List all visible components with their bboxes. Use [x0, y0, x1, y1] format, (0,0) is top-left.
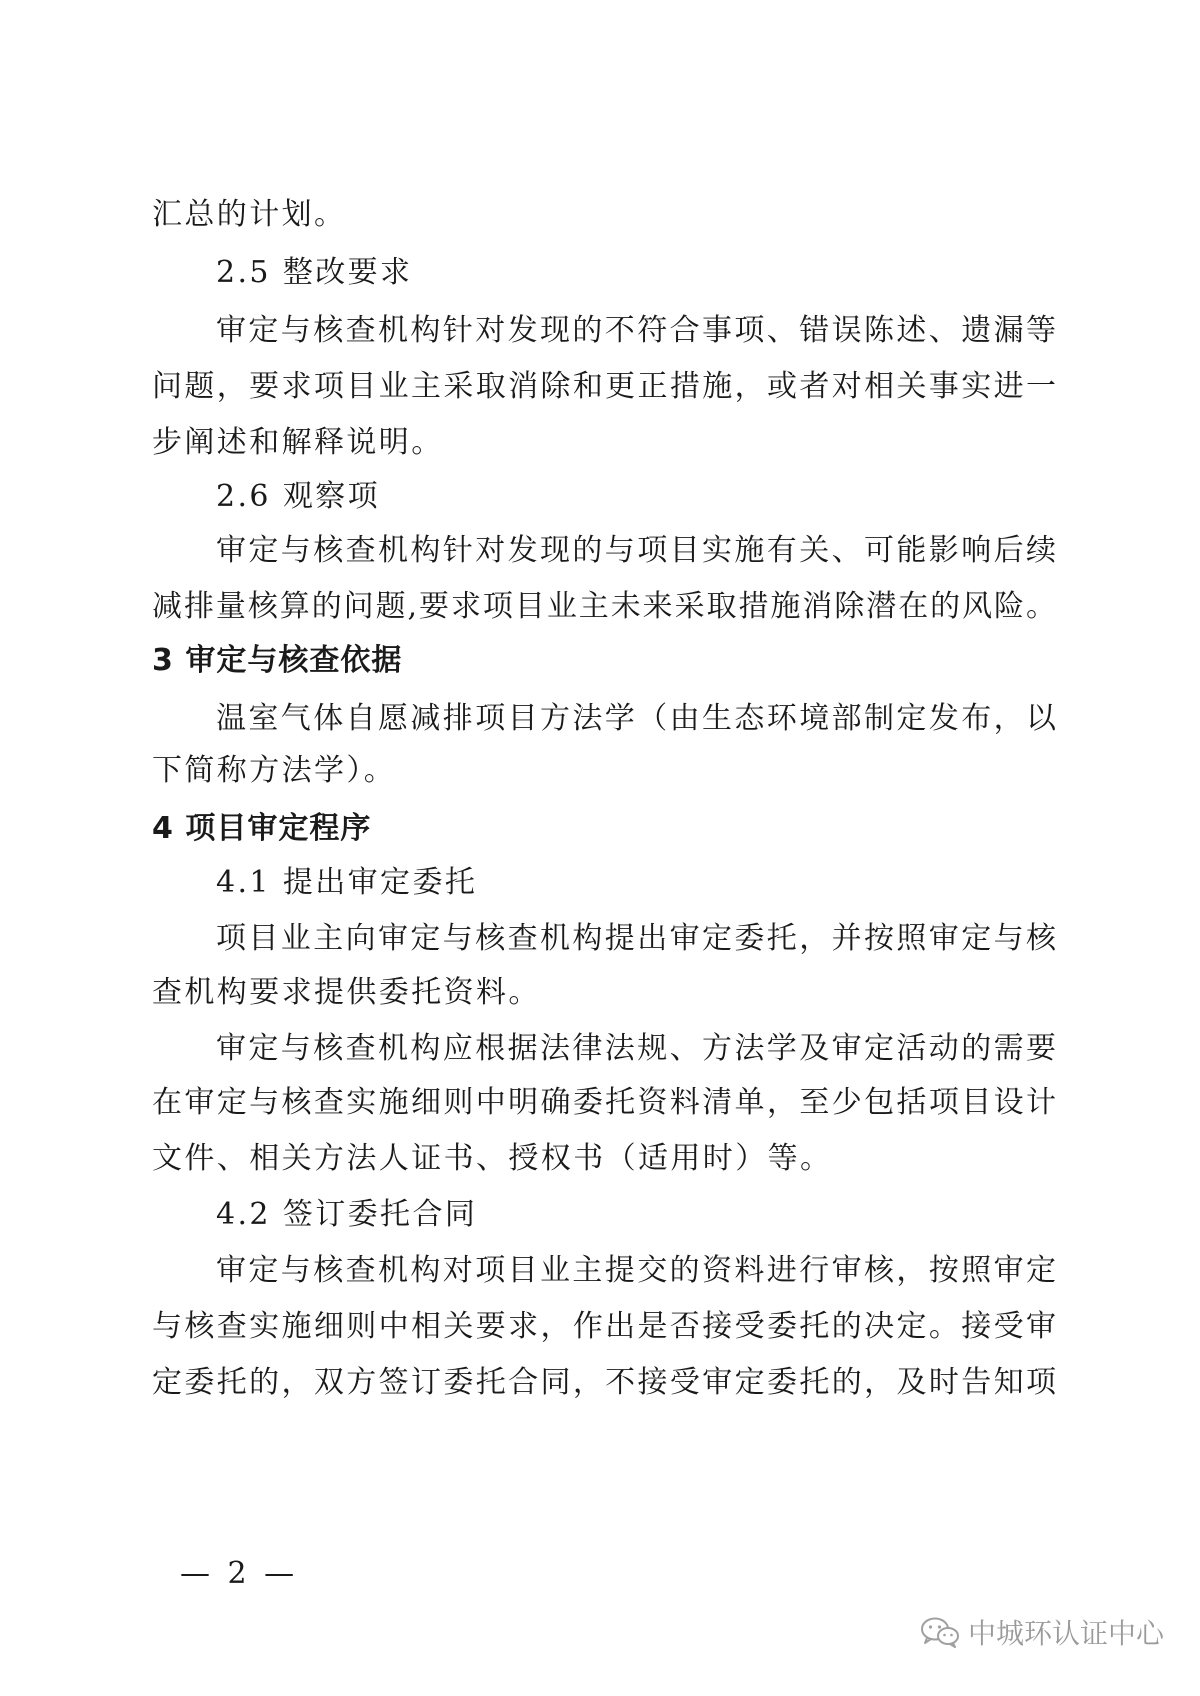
paragraph-line: 在审定与核查实施细则中明确委托资料清单，至少包括项目设计: [152, 1085, 1056, 1120]
paragraph-line: 步阐述和解释说明。: [152, 425, 444, 460]
paragraph-line: 问题，要求项目业主采取消除和更正措施，或者对相关事实进一: [152, 369, 1056, 404]
paragraph-line: 查机构要求提供委托资料。: [152, 975, 541, 1010]
paragraph-line: 审定与核查机构针对发现的与项目实施有关、可能影响后续: [216, 533, 1056, 568]
section-heading-2-5: 2.5 整改要求: [216, 255, 413, 290]
paragraph-line: 审定与核查机构对项目业主提交的资料进行审核，按照审定: [216, 1253, 1056, 1288]
paragraph-line: 审定与核查机构针对发现的不符合事项、错误陈述、遗漏等: [216, 313, 1056, 348]
paragraph-line: 定委托的，双方签订委托合同，不接受审定委托的，及时告知项: [152, 1365, 1056, 1400]
paragraph-line: 下简称方法学）。: [152, 753, 397, 788]
section-heading-3: 3 审定与核查依据: [152, 643, 403, 678]
paragraph-line: 与核查实施细则中相关要求，作出是否接受委托的决定。接受审: [152, 1309, 1056, 1344]
paragraph-line: 温室气体自愿减排项目方法学（由生态环境部制定发布，以: [216, 701, 1056, 736]
paragraph-line: 汇总的计划。: [152, 197, 347, 232]
section-heading-2-6: 2.6 观察项: [216, 479, 381, 514]
paragraph-line: 审定与核查机构应根据法律法规、方法学及审定活动的需要: [216, 1031, 1056, 1066]
watermark-text: 中城环认证中心: [968, 1617, 1165, 1650]
section-heading-4-2: 4.2 签订委托合同: [216, 1197, 478, 1232]
paragraph-line: 减排量核算的问题,要求项目业主未来采取措施消除潜在的风险。: [152, 589, 1056, 624]
page-number: — 2 —: [180, 1556, 299, 1591]
paragraph-line: 项目业主向审定与核查机构提出审定委托，并按照审定与核: [216, 921, 1056, 956]
section-heading-4-1: 4.1 提出审定委托: [216, 865, 478, 900]
section-heading-4: 4 项目审定程序: [152, 811, 372, 846]
paragraph-line: 文件、相关方法人证书、授权书（适用时）等。: [152, 1141, 833, 1176]
watermark: [920, 1612, 1164, 1652]
wechat-icon: [920, 1616, 960, 1648]
